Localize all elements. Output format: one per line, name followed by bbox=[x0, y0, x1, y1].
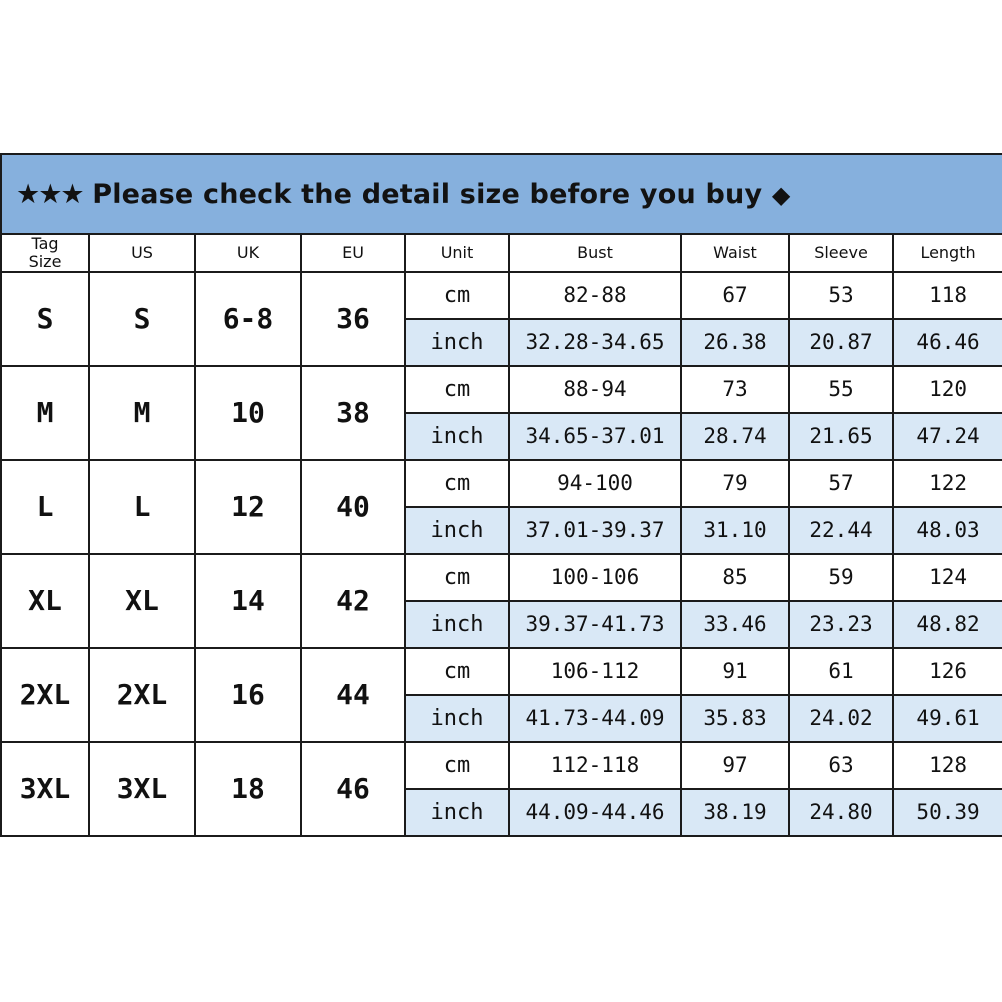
cell-us: 2XL bbox=[89, 648, 195, 742]
banner-message: Please check the detail size before you buy bbox=[92, 178, 763, 210]
cell-waist-cm: 97 bbox=[681, 742, 789, 789]
cell-tag-size: 3XL bbox=[1, 742, 89, 836]
cell-length-inch: 48.82 bbox=[893, 601, 1002, 648]
cell-tag-size: 2XL bbox=[1, 648, 89, 742]
cell-unit-cm: cm bbox=[405, 742, 509, 789]
cell-waist-cm: 67 bbox=[681, 272, 789, 319]
cell-tag-size: XL bbox=[1, 554, 89, 648]
cell-waist-inch: 35.83 bbox=[681, 695, 789, 742]
cell-length-inch: 50.39 bbox=[893, 789, 1002, 836]
banner-row bbox=[1, 154, 1002, 234]
cell-unit-inch: inch bbox=[405, 789, 509, 836]
cell-sleeve-cm: 63 bbox=[789, 742, 893, 789]
cell-length-cm: 120 bbox=[893, 366, 1002, 413]
cell-length-cm: 124 bbox=[893, 554, 1002, 601]
column-header-us: US bbox=[89, 234, 195, 272]
table-row bbox=[1, 648, 1002, 695]
cell-sleeve-cm: 55 bbox=[789, 366, 893, 413]
cell-bust-cm: 106-112 bbox=[509, 648, 681, 695]
cell-uk: 6-8 bbox=[195, 272, 301, 366]
cell-waist-inch: 28.74 bbox=[681, 413, 789, 460]
cell-length-inch: 46.46 bbox=[893, 319, 1002, 366]
cell-us: XL bbox=[89, 554, 195, 648]
cell-unit-cm: cm bbox=[405, 460, 509, 507]
table-row bbox=[1, 272, 1002, 319]
cell-sleeve-inch: 20.87 bbox=[789, 319, 893, 366]
cell-waist-inch: 26.38 bbox=[681, 319, 789, 366]
stars-icon: ★★★ bbox=[16, 178, 83, 210]
table-row bbox=[1, 742, 1002, 789]
cell-eu: 38 bbox=[301, 366, 405, 460]
cell-bust-cm: 100-106 bbox=[509, 554, 681, 601]
cell-waist-cm: 85 bbox=[681, 554, 789, 601]
table-row bbox=[1, 554, 1002, 601]
cell-sleeve-cm: 59 bbox=[789, 554, 893, 601]
cell-length-inch: 49.61 bbox=[893, 695, 1002, 742]
cell-waist-cm: 91 bbox=[681, 648, 789, 695]
cell-us: M bbox=[89, 366, 195, 460]
cell-unit-cm: cm bbox=[405, 366, 509, 413]
cell-us: S bbox=[89, 272, 195, 366]
cell-sleeve-inch: 24.02 bbox=[789, 695, 893, 742]
cell-sleeve-inch: 22.44 bbox=[789, 507, 893, 554]
table-row bbox=[1, 366, 1002, 413]
table-header-row bbox=[1, 234, 1002, 272]
cell-bust-cm: 82-88 bbox=[509, 272, 681, 319]
tag-size-line1: Tag bbox=[31, 234, 59, 253]
cell-unit-inch: inch bbox=[405, 695, 509, 742]
cell-waist-inch: 38.19 bbox=[681, 789, 789, 836]
column-header-waist: Waist bbox=[681, 234, 789, 272]
column-header-uk: UK bbox=[195, 234, 301, 272]
cell-eu: 36 bbox=[301, 272, 405, 366]
column-header-unit: Unit bbox=[405, 234, 509, 272]
cell-sleeve-inch: 24.80 bbox=[789, 789, 893, 836]
notice-banner bbox=[1, 154, 1002, 234]
cell-sleeve-inch: 23.23 bbox=[789, 601, 893, 648]
cell-bust-cm: 94-100 bbox=[509, 460, 681, 507]
cell-unit-cm: cm bbox=[405, 272, 509, 319]
cell-bust-inch: 41.73-44.09 bbox=[509, 695, 681, 742]
cell-length-cm: 128 bbox=[893, 742, 1002, 789]
cell-tag-size: L bbox=[1, 460, 89, 554]
cell-sleeve-cm: 61 bbox=[789, 648, 893, 695]
cell-waist-cm: 79 bbox=[681, 460, 789, 507]
cell-eu: 42 bbox=[301, 554, 405, 648]
cell-sleeve-inch: 21.65 bbox=[789, 413, 893, 460]
cell-eu: 40 bbox=[301, 460, 405, 554]
cell-bust-inch: 34.65-37.01 bbox=[509, 413, 681, 460]
cell-tag-size: S bbox=[1, 272, 89, 366]
diamond-icon: ◆ bbox=[771, 180, 791, 209]
cell-length-inch: 48.03 bbox=[893, 507, 1002, 554]
cell-bust-inch: 39.37-41.73 bbox=[509, 601, 681, 648]
cell-length-cm: 122 bbox=[893, 460, 1002, 507]
column-header-length: Length bbox=[893, 234, 1002, 272]
cell-unit-cm: cm bbox=[405, 554, 509, 601]
cell-uk: 16 bbox=[195, 648, 301, 742]
cell-uk: 12 bbox=[195, 460, 301, 554]
cell-sleeve-cm: 53 bbox=[789, 272, 893, 319]
cell-bust-inch: 32.28-34.65 bbox=[509, 319, 681, 366]
cell-uk: 14 bbox=[195, 554, 301, 648]
cell-waist-inch: 33.46 bbox=[681, 601, 789, 648]
size-chart-container bbox=[0, 153, 1002, 837]
cell-bust-inch: 44.09-44.46 bbox=[509, 789, 681, 836]
cell-unit-inch: inch bbox=[405, 507, 509, 554]
cell-uk: 10 bbox=[195, 366, 301, 460]
cell-waist-cm: 73 bbox=[681, 366, 789, 413]
column-header-tag-size bbox=[1, 234, 89, 272]
cell-unit-inch: inch bbox=[405, 319, 509, 366]
size-chart-table bbox=[0, 153, 1002, 837]
cell-bust-cm: 112-118 bbox=[509, 742, 681, 789]
cell-unit-inch: inch bbox=[405, 601, 509, 648]
cell-length-cm: 126 bbox=[893, 648, 1002, 695]
column-header-sleeve: Sleeve bbox=[789, 234, 893, 272]
cell-length-inch: 47.24 bbox=[893, 413, 1002, 460]
tag-size-line2: Size bbox=[28, 251, 62, 271]
cell-bust-cm: 88-94 bbox=[509, 366, 681, 413]
cell-uk: 18 bbox=[195, 742, 301, 836]
column-header-bust: Bust bbox=[509, 234, 681, 272]
cell-us: 3XL bbox=[89, 742, 195, 836]
table-row bbox=[1, 460, 1002, 507]
cell-us: L bbox=[89, 460, 195, 554]
cell-unit-cm: cm bbox=[405, 648, 509, 695]
cell-eu: 46 bbox=[301, 742, 405, 836]
cell-eu: 44 bbox=[301, 648, 405, 742]
cell-length-cm: 118 bbox=[893, 272, 1002, 319]
column-header-eu: EU bbox=[301, 234, 405, 272]
cell-tag-size: M bbox=[1, 366, 89, 460]
cell-sleeve-cm: 57 bbox=[789, 460, 893, 507]
cell-bust-inch: 37.01-39.37 bbox=[509, 507, 681, 554]
cell-unit-inch: inch bbox=[405, 413, 509, 460]
cell-waist-inch: 31.10 bbox=[681, 507, 789, 554]
